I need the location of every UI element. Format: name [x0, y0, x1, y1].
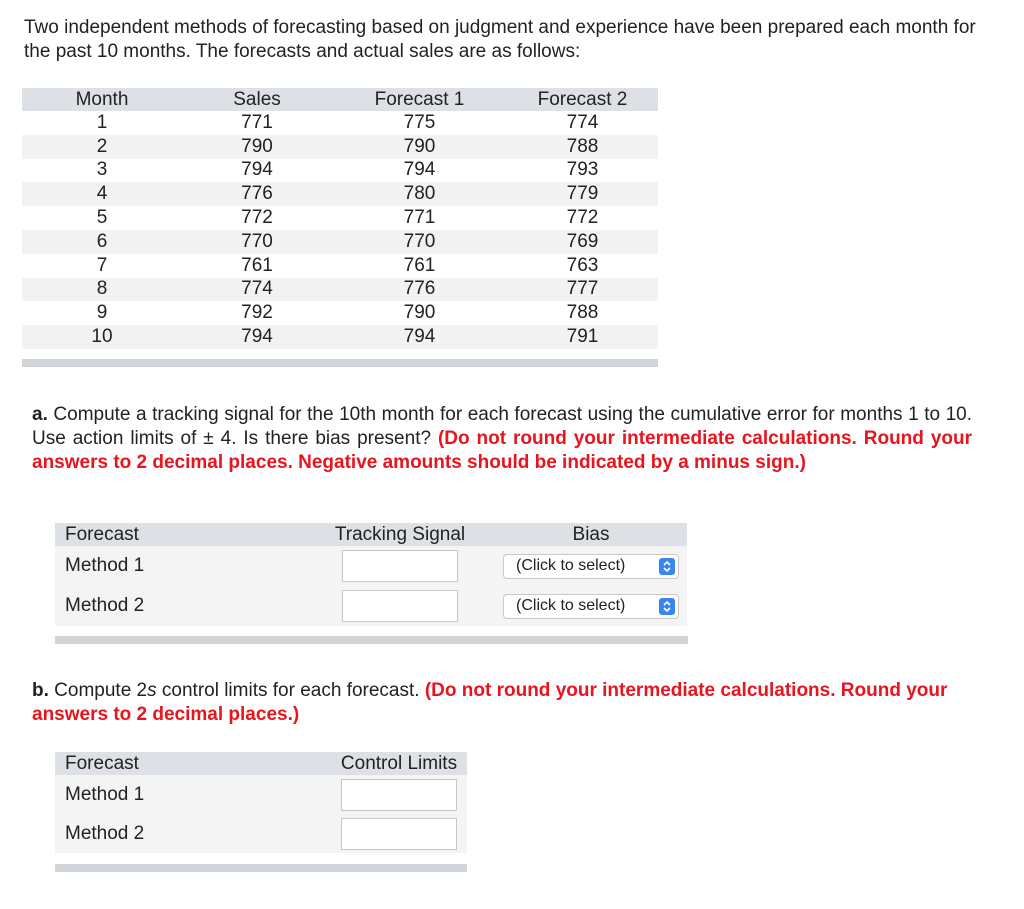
method-2-label: Method 2	[55, 814, 331, 853]
cell-forecast-2: 791	[507, 325, 658, 349]
header-control-limits: Control Limits	[331, 752, 467, 775]
header-sales: Sales	[182, 88, 332, 111]
cell-sales: 794	[182, 325, 332, 349]
question-a-text: Compute a tracking signal for the 10th month for each forecast using the cumulative error for months 1 to 10. Use action limits of ± 4. Is there bias present?	[32, 404, 972, 449]
control-limits-cell	[331, 775, 467, 814]
cell-month: 6	[22, 230, 182, 254]
table-row	[22, 182, 658, 206]
cell-forecast-1: 770	[332, 230, 507, 254]
table-row	[22, 111, 658, 135]
cell-forecast-2: 769	[507, 230, 658, 254]
cell-forecast-2: 788	[507, 135, 658, 159]
cell-month: 8	[22, 278, 182, 302]
answer-b-bottom-divider	[55, 864, 467, 872]
tracking-signal-input-method-2[interactable]	[342, 590, 458, 622]
table-row	[22, 278, 658, 302]
answer-a-header-row	[55, 523, 687, 546]
question-b-text-before: Compute 2	[54, 680, 148, 701]
cell-sales: 790	[182, 135, 332, 159]
cell-forecast-1: 790	[332, 135, 507, 159]
cell-forecast-1: 761	[403, 254, 436, 276]
table-header-row	[22, 88, 658, 111]
cell-forecast-2: 777	[507, 278, 658, 302]
sales-forecast-table	[22, 88, 658, 349]
cell-month: 9	[96, 302, 108, 324]
cell-sales: 774	[182, 278, 332, 302]
question-b	[32, 679, 972, 727]
table-row	[22, 325, 658, 349]
table-row	[22, 301, 658, 325]
control-limits-table	[55, 752, 467, 853]
tracking-signal-cell	[305, 546, 495, 586]
cell-forecast-2: 774	[566, 111, 599, 133]
table-bottom-divider	[22, 359, 658, 367]
cell-forecast-2: 788	[566, 302, 599, 324]
bias-select-method-1[interactable]	[503, 554, 679, 579]
question-a	[32, 403, 972, 475]
method-2-label: Method 2	[55, 586, 305, 626]
cell-sales: 776	[182, 182, 332, 206]
chevron-up-down-icon	[659, 598, 675, 615]
header-forecast-1: Forecast 1	[332, 88, 507, 111]
cell-month: 5	[96, 207, 108, 229]
table-row	[22, 254, 658, 278]
question-b-note: (Do not round your intermediate calculations. Round your answers to 2 decimal places.)	[32, 680, 948, 725]
header-forecast: Forecast	[55, 523, 305, 546]
cell-month: 3	[96, 159, 108, 181]
cell-forecast-1: 794	[403, 159, 436, 181]
cell-sales: 792	[241, 302, 273, 324]
cell-forecast-2: 772	[566, 207, 599, 229]
table-row	[55, 814, 467, 853]
bias-select-value: (Click to select)	[516, 597, 626, 614]
cell-sales: 772	[241, 207, 273, 229]
cell-forecast-1: 771	[403, 207, 436, 229]
tracking-signal-input-method-1[interactable]	[342, 550, 458, 582]
header-month: Month	[22, 88, 182, 111]
cell-month: 7	[96, 254, 108, 276]
question-b-text-after: control limits for each forecast.	[156, 680, 420, 701]
cell-forecast-1: 775	[403, 111, 436, 133]
table-row	[22, 135, 658, 159]
header-tracking-signal: Tracking Signal	[305, 523, 495, 546]
cell-forecast-1: 790	[403, 302, 436, 324]
bias-select-method-2[interactable]	[503, 594, 679, 619]
bias-cell	[495, 586, 687, 626]
cell-month: 10	[22, 325, 182, 349]
table-row	[55, 586, 687, 626]
cell-forecast-2: 793	[566, 159, 599, 181]
answer-b-header-row	[55, 752, 467, 775]
cell-forecast-1: 780	[332, 182, 507, 206]
method-1-label: Method 1	[55, 775, 331, 814]
bias-cell	[495, 546, 687, 586]
tracking-signal-cell	[305, 586, 495, 626]
cell-forecast-1: 794	[332, 325, 507, 349]
answer-a-bottom-divider	[55, 636, 688, 644]
cell-sales: 771	[241, 111, 273, 133]
control-limits-cell	[331, 814, 467, 853]
method-1-label: Method 1	[55, 546, 305, 586]
cell-month: 1	[96, 111, 108, 133]
header-forecast: Forecast	[55, 752, 331, 775]
cell-forecast-2: 763	[566, 254, 599, 276]
cell-forecast-2: 779	[507, 182, 658, 206]
cell-sales: 794	[241, 159, 273, 181]
cell-month: 2	[22, 135, 182, 159]
control-limits-input-method-2[interactable]	[341, 818, 457, 850]
table-row	[22, 230, 658, 254]
header-bias: Bias	[495, 523, 687, 546]
question-b-letter: b.	[32, 680, 49, 701]
table-row	[22, 159, 658, 183]
bias-select-value: (Click to select)	[516, 557, 626, 574]
question-a-letter: a.	[32, 404, 48, 425]
cell-month: 4	[22, 182, 182, 206]
table-row	[55, 546, 687, 586]
cell-sales: 770	[182, 230, 332, 254]
question-b-text-italic: s	[147, 680, 157, 701]
problem-intro: Two independent methods of forecasting based on judgment and experience have been prepared each month for the past 10 months. The forecasts and actual sales are as follows:	[24, 17, 976, 62]
control-limits-input-method-1[interactable]	[341, 779, 457, 811]
question-a-note: (Do not round your intermediate calculations. Round your answers to 2 decimal places. Negative amounts should be indicated by a minus sign.)	[32, 428, 972, 473]
table-row	[55, 775, 467, 814]
cell-sales: 761	[241, 254, 273, 276]
tracking-signal-table	[55, 523, 687, 626]
header-forecast-2: Forecast 2	[507, 88, 658, 111]
cell-forecast-1: 776	[332, 278, 507, 302]
chevron-up-down-icon	[659, 558, 675, 575]
table-row	[22, 206, 658, 230]
